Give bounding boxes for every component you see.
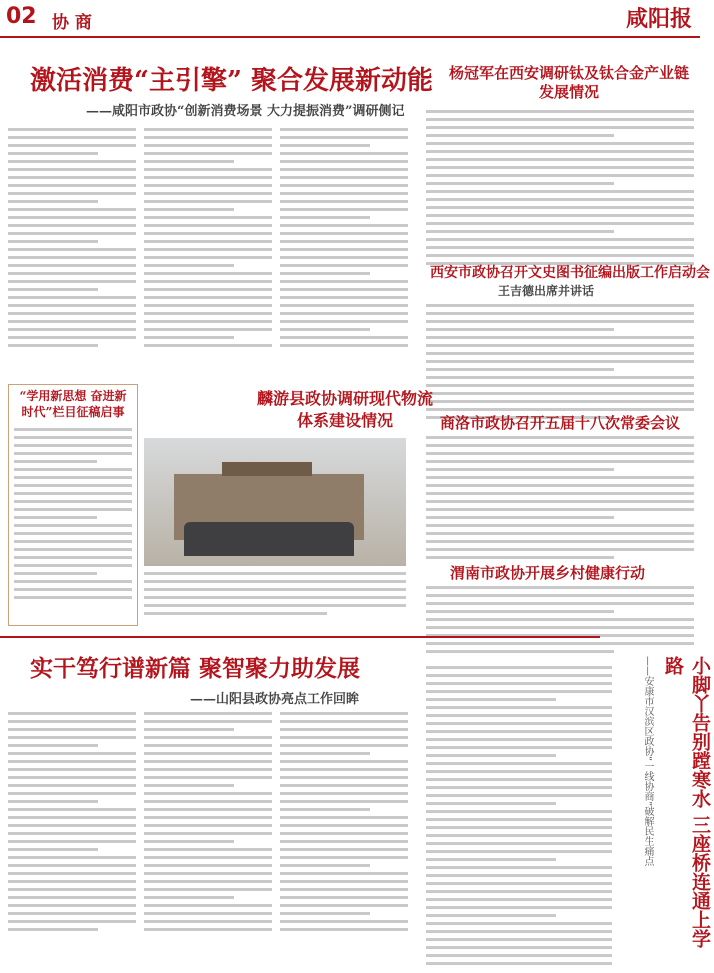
article-1-col-3: [280, 128, 408, 378]
section-divider: [0, 636, 600, 638]
page-header: [0, 0, 700, 38]
article-4-title: 商洛市政协召开五届十八次常委会议: [440, 414, 681, 432]
article-6-photo: [144, 438, 406, 566]
photo-sign: [222, 462, 312, 476]
page-number: 02: [6, 4, 37, 29]
article-8-subtitle: ——山阳县政协亮点工作回眸: [190, 692, 360, 707]
article-9-subtitle: ——安康市汉滨区政协“一线协商”破解民生痛点: [642, 656, 653, 867]
article-6-caption: [144, 572, 406, 628]
article-5-title: 渭南市政协开展乡村健康行动: [450, 564, 646, 582]
article-1-col-2: [144, 128, 272, 378]
article-5-body: [426, 586, 694, 658]
article-7-title: “学用新思想 奋进新时代”栏目征稿启事: [19, 389, 127, 419]
article-8-title: 实干笃行谱新篇 聚智聚力助发展: [30, 655, 361, 682]
masthead: 咸阳报: [625, 6, 692, 32]
article-1-subtitle: ——咸阳市政协“创新消费场景 大力提振消费”调研侧记: [86, 104, 405, 119]
article-9-title: 小脚丫告别蹚寒水 三座桥连通上学路: [662, 656, 711, 948]
article-9-body: [426, 666, 612, 966]
article-1-title: 激活消费“主引擎” 聚合发展新动能: [30, 66, 433, 96]
article-3-subtitle: 王吉德出席并讲话: [498, 284, 595, 298]
article-3-body: [426, 304, 694, 404]
section-name: 协 商: [52, 13, 92, 33]
photo-people: [184, 522, 354, 556]
article-7-body: [14, 428, 132, 618]
article-4-body: [426, 436, 694, 554]
article-1-col-1: [8, 128, 136, 378]
article-8-col-1: [8, 712, 136, 966]
article-6-title: 麟游县政协调研现代物流体系建设情况: [256, 389, 433, 430]
article-8-col-2: [144, 712, 272, 966]
article-3-title: 西安市政协召开文史图书征编出版工作启动会: [430, 265, 710, 281]
article-2-title: 杨冠军在西安调研钛及钛合金产业链发展情况: [448, 64, 689, 101]
article-2-body: [426, 110, 694, 250]
article-8-col-3: [280, 712, 408, 966]
